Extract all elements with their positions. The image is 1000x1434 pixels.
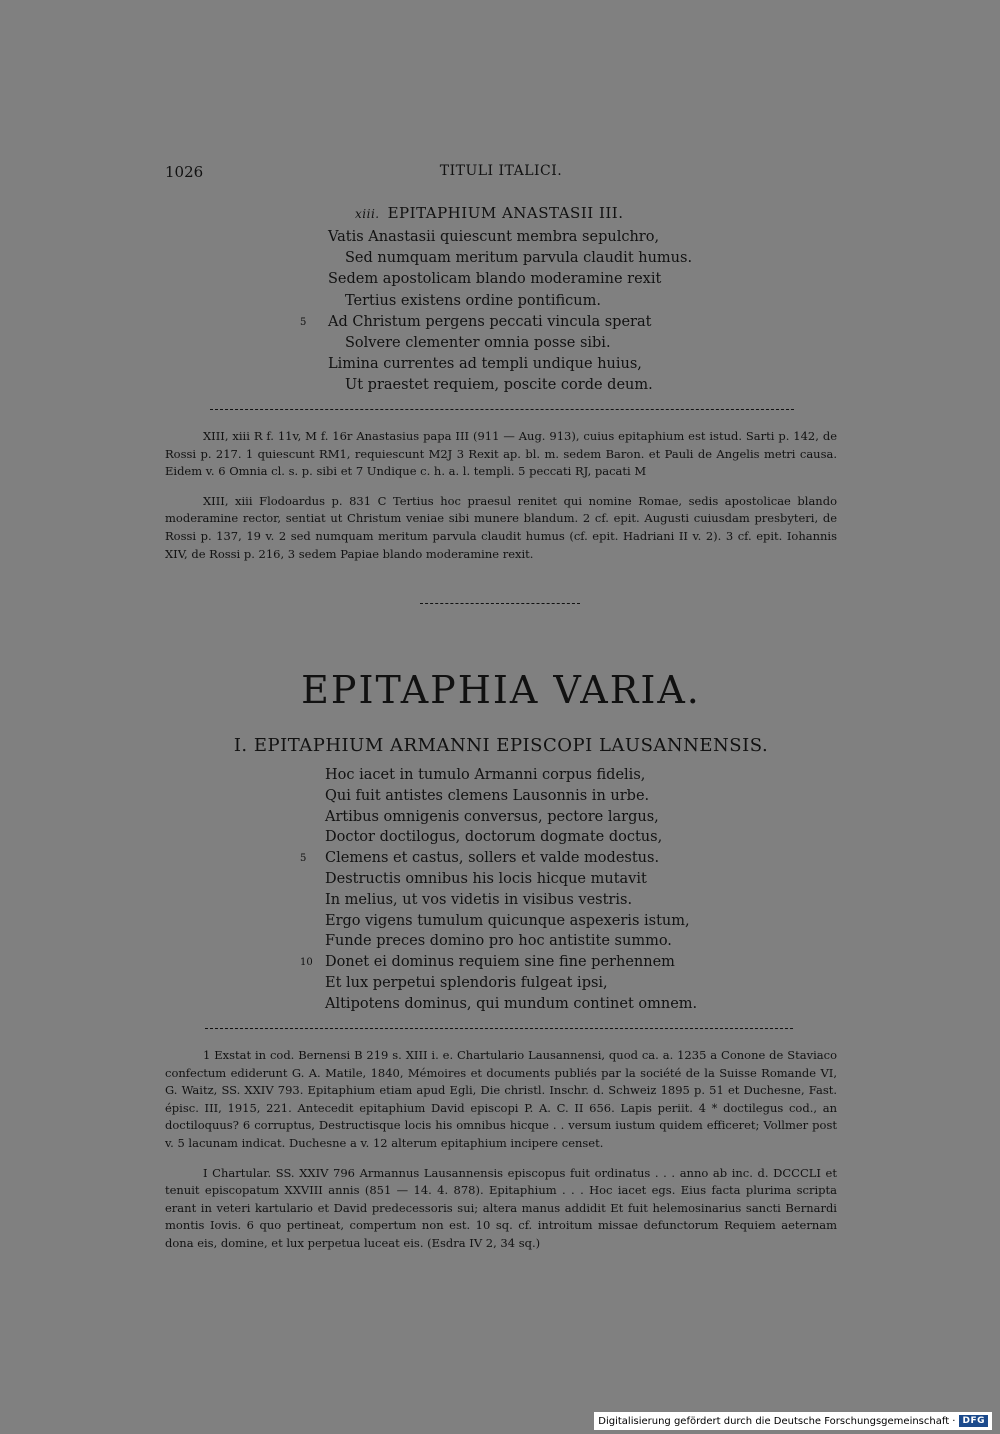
poem1-number: xiii. (355, 207, 380, 221)
apparatus-rule (205, 1028, 793, 1029)
verse-text: Solvere clementer omnia posse sibi. (345, 335, 611, 351)
verse-text: Sedem apostolicam blando moderamine rexit (328, 271, 662, 288)
verse-text: In melius, ut vos videtis in visibus vestris. (325, 891, 633, 908)
running-title: TITULI ITALICI. (439, 163, 563, 179)
note-paragraph: XIII, xiii Flodoardus p. 831 C Tertius hoc praesul renitet qui nomine Romae, sedis apostolicae blando moderamine rector, sentiat ut Christum veniae sibi munere blandum. 2 cf. epit. Augusti cuiusdam presbyteri, de Rossi p. 137, 19 v. 2 sed numquam meritum parvula claudit humus (cf. epit. Hadriani II v. 2). 3 cf. epit. Iohannis XIV, de Rossi p. 216, 3 sedem Papiae blando moderamine rexit. (165, 493, 837, 561)
verse-text: Ad Christum pergens peccati vincula sperat (328, 313, 652, 330)
verse-text: Funde preces domino pro hoc antistite summo. (325, 933, 672, 950)
verse-text: Destructis omnibus his locis hicque mutavit (325, 871, 647, 887)
verse-text: Clemens et castus, sollers et valde modestus. (325, 850, 660, 867)
verse-text: Ut praestet requiem, poscite corde deum. (345, 377, 653, 394)
footer-text: Digitalisierung gefördert durch die Deutsche Forschungsgemeinschaft · (598, 1415, 956, 1427)
line-number: 10 (300, 957, 313, 969)
poem1-title: EPITAPHIUM ANASTASII III. (387, 204, 624, 222)
verse-text: Donet ei dominus requiem sine fine perhennem (325, 954, 675, 971)
poem1-heading (355, 204, 623, 222)
verse-text: Artibus omnigenis conversus, pectore largus, (325, 808, 659, 825)
digitization-footer (594, 1412, 992, 1430)
running-head (165, 163, 837, 183)
verse-text: Vatis Anastasii quiescunt membra sepulchro, (328, 229, 660, 245)
separator-rule (420, 603, 580, 604)
line-number: 5 (300, 853, 307, 865)
verse-text: Ergo vigens tumulum quicunque aspexeris istum, (325, 912, 690, 929)
dfg-logo: DFG (959, 1415, 988, 1427)
poem1-notes (165, 428, 837, 563)
poem2-notes (165, 1047, 837, 1253)
verse-text: Tertius existens ordine pontificum. (345, 292, 601, 309)
page-number: 1026 (165, 163, 204, 181)
note-paragraph: XIII, xiii R f. 11v, M f. 16r Anastasius papa III (911 — Aug. 913), cuius epitaphium est istud. Sarti p. 142, de Rossi p. 217. 1 quiescunt RM1, requiescunt M2J 3 Rexit ap. bl. m. sedem Baron. et Pauli de Angelis metri causa. Eidem v. 6 Omnia cl. s. p. sibi et 7 Undique c. h. a. l. templi. 5 peccati RJ, pacati M (165, 429, 837, 479)
verse-text: Qui fuit antistes clemens Lausonnis in urbe. (325, 787, 650, 804)
verse-text: Doctor doctilogus, doctorum dogmate doctus, (325, 829, 663, 846)
verse-text: Et lux perpetui splendoris fulgeat ipsi, (325, 975, 608, 991)
poem2-title: I. EPITAPHIUM ARMANNI EPISCOPI LAUSANNENSIS. (233, 735, 769, 756)
verse-text: Altipotens dominus, qui mundum continet omnem. (325, 995, 698, 1012)
section-title: EPITAPHIA VARIA. (301, 668, 701, 712)
line-number: 5 (300, 316, 307, 328)
verse-text: Sed numquam meritum parvula claudit humus. (345, 250, 693, 267)
note-paragraph: I Chartular. SS. XXIV 796 Armannus Lausannensis episcopus fuit ordinatus . . . anno ab inc. d. DCCCLI et tenuit episcopatum XXVIII annis (851 — 14. 4. 878). Epitaphium . . . Hoc iacet egs. Eius facta plurima scripta erant in veteri kartulario et David predecessoris sui; altera manus addidit Et fuit helemosinarius sancti Bernardi montis Iovis. 6 quo pertineat, compertum non est. 10 sq. cf. introitum missae defunctorum Requiem aeternam dona eis, domine, et lux perpetua luceat eis. (Esdra IV 2, 34 sq.) (165, 1165, 837, 1250)
note-paragraph: 1 Exstat in cod. Bernensi B 219 s. XIII i. e. Chartulario Lausannensi, quod ca. a. 1235 a Conone de Staviaco confectum ediderunt G. A. Matile, 1840, Mémoires et documents publiés par la société de la Suisse Romande VI, G. Waitz, SS. XXIV 793. Epitaphium etiam apud Egli, Die christl. Inschr. d. Schweiz 1895 p. 51 et Duchesne, Fast. épisc. III, 1915, 221. Antecedit epitaphium David episcopi P. A. C. II 656. Lapis periit. 4 * doctilegus cod., an doctiloquus? 6 corruptus, Destructisque locis his omnibus hicque . . versum iustum quidem efficeret; Vollmer post v. 5 lacunam indicat. Duchesne a v. 12 alterum epitaphium incipere censet. (165, 1048, 837, 1150)
verse-text: Limina currentes ad templi undique huius, (328, 356, 642, 373)
apparatus-rule (210, 409, 794, 410)
verse-text: Hoc iacet in tumulo Armanni corpus fidelis, (325, 767, 646, 783)
